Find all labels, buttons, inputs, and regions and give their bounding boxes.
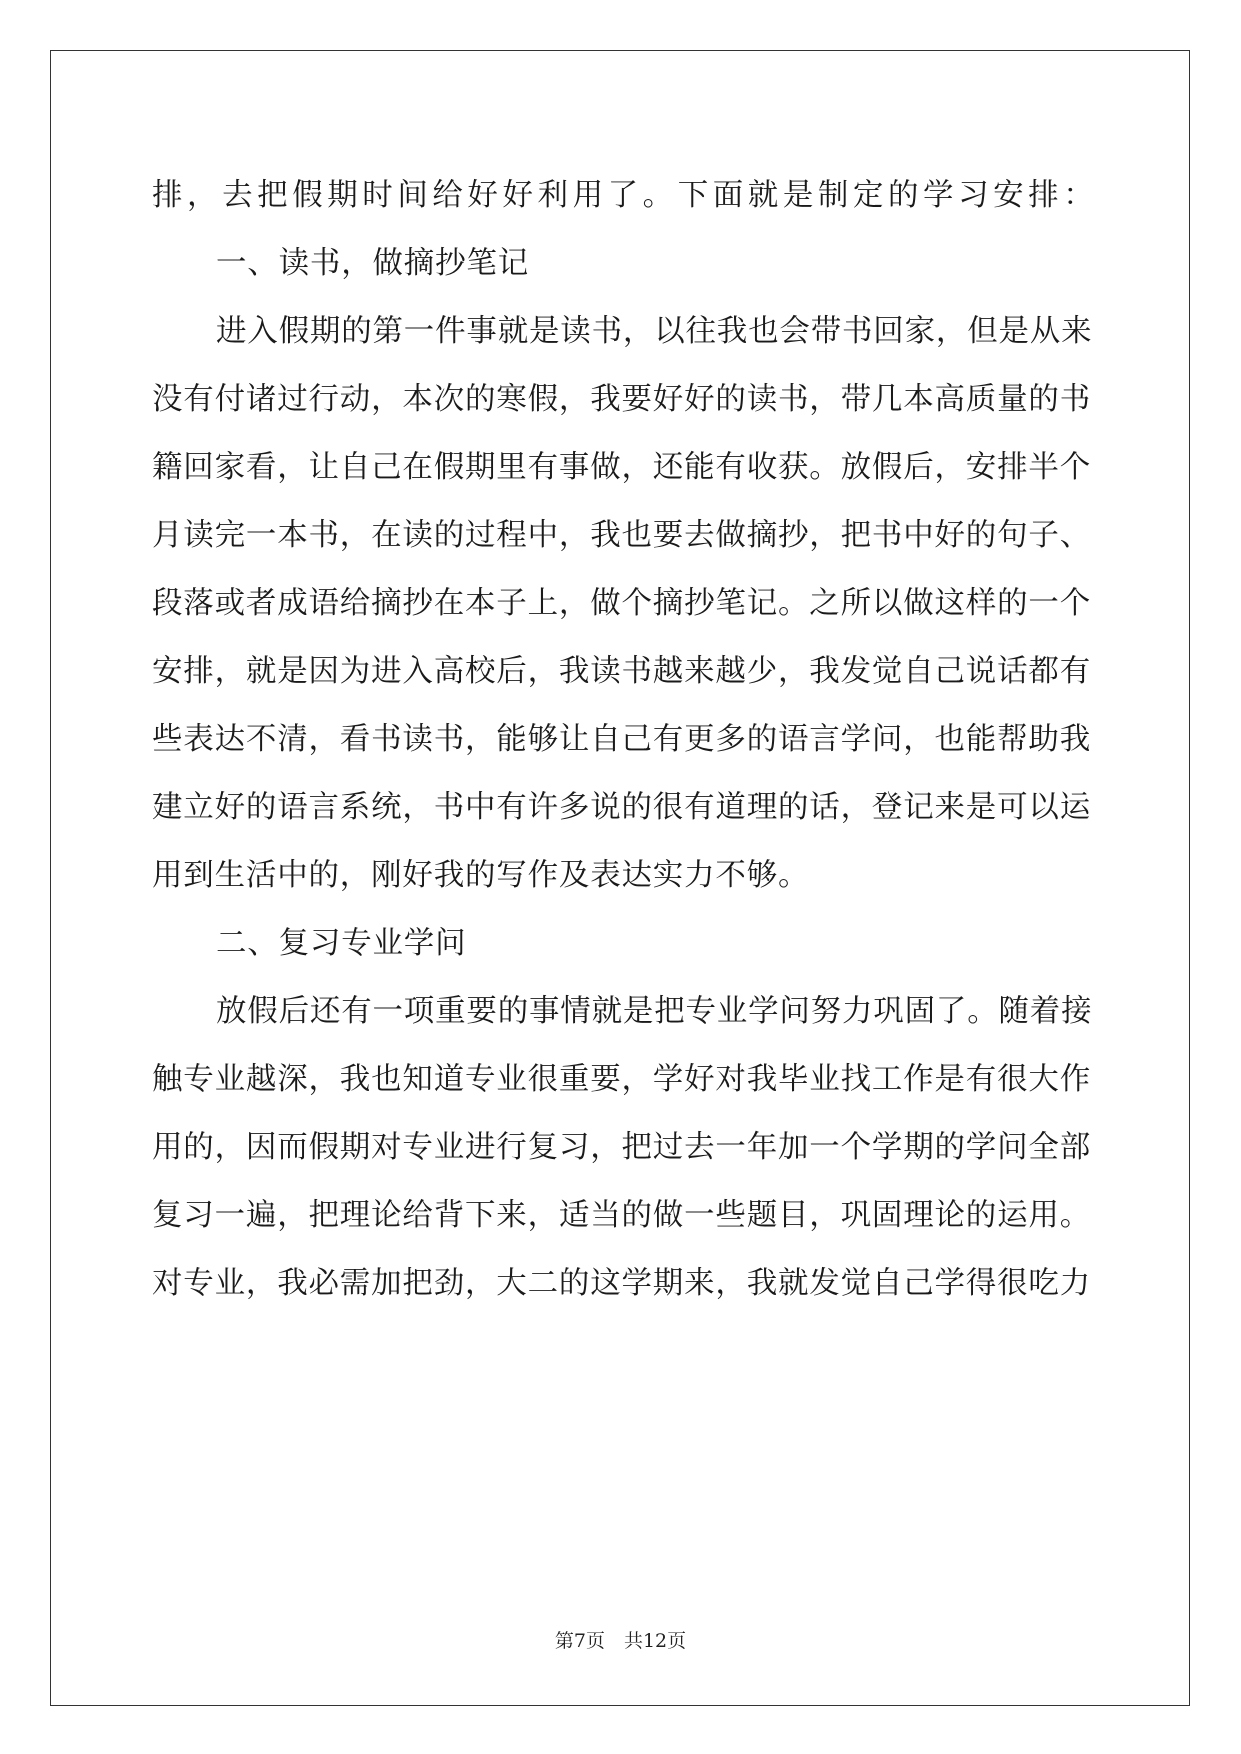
page-number: 第7页 共12页: [554, 1630, 687, 1652]
text-line: 放假后还有一项重要的事情就是把专业学问努力巩固了。随着接: [216, 994, 1093, 1029]
text-line: 用的，因而假期对专业进行复习，把过去一年加一个学期的学问全部: [152, 1130, 1091, 1165]
text-line: 进入假期的第一件事就是读书，以往我也会带书回家，但是从来: [216, 314, 1093, 349]
text-line: 触专业越深，我也知道专业很重要，学好对我毕业找工作是有很大作: [152, 1062, 1091, 1097]
text-line: 些表达不清，看书读书，能够让自己有更多的语言学问，也能帮助我: [152, 722, 1091, 757]
text-line: 建立好的语言系统，书中有许多说的很有道理的话，登记来是可以运: [152, 790, 1091, 825]
text-line: 月读完一本书，在读的过程中，我也要去做摘抄，把书中好的句子、: [152, 518, 1091, 553]
text-line: 复习一遍，把理论给背下来，适当的做一些题目，巩固理论的运用。: [152, 1198, 1091, 1233]
text-line: 用到生活中的，刚好我的写作及表达实力不够。: [152, 858, 810, 893]
document-body: [152, 166, 1094, 1314]
text-line: 安排，就是因为进入高校后，我读书越来越少，我发觉自己说话都有: [152, 654, 1091, 689]
text-line: 籍回家看，让自己在假期里有事做，还能有收获。放假后，安排半个: [152, 450, 1091, 485]
text-line: 段落或者成语给摘抄在本子上，做个摘抄笔记。之所以做这样的一个: [152, 586, 1091, 621]
text-line: 对专业，我必需加把劲，大二的这学期来，我就发觉自己学得很吃力: [152, 1266, 1091, 1301]
text-line: 排 ， 去 把 假 期 时 间 给 好 好 利 用 了 。 下 面 就 是 制 定 的 学 习 安 排 ：: [152, 178, 1094, 213]
section-heading: 一、读书，做摘抄笔记: [216, 246, 529, 281]
text-line: 没有付诸过行动，本次的寒假，我要好好的读书，带几本高质量的书: [152, 382, 1091, 417]
section-heading: 二、复习专业学问: [216, 926, 467, 961]
